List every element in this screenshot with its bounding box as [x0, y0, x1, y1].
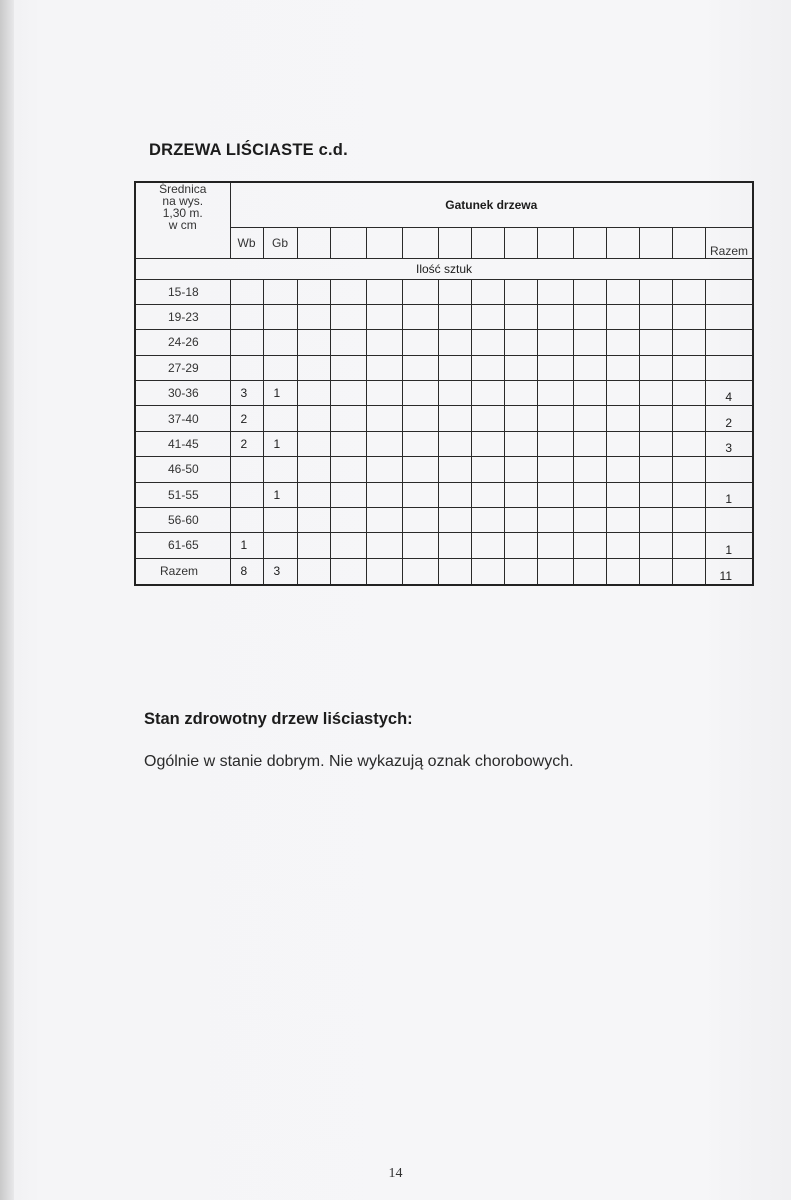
count-cell	[639, 533, 672, 558]
count-cell	[573, 507, 606, 532]
count-cell	[263, 330, 297, 355]
diameter-class: 27-29	[135, 355, 230, 380]
table-row	[135, 507, 753, 532]
count-cell	[297, 507, 330, 532]
count-cell	[606, 558, 639, 585]
table-row	[135, 381, 753, 406]
diameter-class: 46-50	[135, 457, 230, 482]
diameter-class: 56-60	[135, 507, 230, 532]
count-cell	[402, 279, 438, 304]
count-cell	[230, 304, 263, 329]
count-cell	[606, 431, 639, 456]
count-cell	[330, 406, 366, 431]
count-cell	[606, 533, 639, 558]
count-cell	[438, 533, 471, 558]
count-cell	[402, 558, 438, 585]
count-cell	[438, 558, 471, 585]
row-total-cell	[705, 279, 753, 304]
count-cell	[438, 482, 471, 507]
diameter-class: 41-45	[135, 431, 230, 456]
count-cell	[504, 431, 537, 456]
count-cell	[366, 558, 402, 585]
count-cell: 1	[230, 533, 263, 558]
count-cell	[438, 431, 471, 456]
count-cell	[471, 304, 504, 329]
count-cell	[330, 330, 366, 355]
count-cell	[263, 406, 297, 431]
diameter-class: 51-55	[135, 482, 230, 507]
count-cell	[504, 279, 537, 304]
count-cell	[471, 482, 504, 507]
count-cell: 1	[263, 381, 297, 406]
row-total-cell	[705, 330, 753, 355]
row-total-cell	[705, 457, 753, 482]
row-total-cell: 1	[705, 533, 753, 558]
count-cell	[366, 457, 402, 482]
unit-label: Ilość sztuk	[135, 258, 753, 279]
count-cell	[330, 482, 366, 507]
count-cell	[639, 482, 672, 507]
count-cell	[537, 406, 573, 431]
diameter-class: 30-36	[135, 381, 230, 406]
count-cell	[504, 507, 537, 532]
book-spine-shadow	[0, 0, 14, 1200]
count-cell	[230, 482, 263, 507]
count-cell	[297, 482, 330, 507]
count-cell	[672, 558, 705, 585]
count-cell	[537, 381, 573, 406]
count-cell	[672, 457, 705, 482]
diameter-class: 61-65	[135, 533, 230, 558]
count-cell	[330, 431, 366, 456]
count-cell	[639, 330, 672, 355]
count-cell	[639, 431, 672, 456]
count-cell	[438, 381, 471, 406]
table-row	[135, 330, 753, 355]
count-cell	[606, 381, 639, 406]
count-cell	[537, 330, 573, 355]
diameter-class: 37-40	[135, 406, 230, 431]
total-row	[135, 558, 753, 585]
count-cell	[606, 482, 639, 507]
count-cell	[573, 381, 606, 406]
diameter-class: 19-23	[135, 304, 230, 329]
count-cell	[471, 431, 504, 456]
count-cell	[366, 279, 402, 304]
table-row	[135, 457, 753, 482]
count-cell	[297, 457, 330, 482]
count-cell	[366, 381, 402, 406]
count-cell	[297, 406, 330, 431]
total-column-header: Razem	[705, 227, 753, 258]
count-cell	[639, 558, 672, 585]
count-cell: 8	[230, 558, 263, 585]
count-cell	[504, 381, 537, 406]
row-total-cell	[705, 507, 753, 532]
count-cell	[297, 558, 330, 585]
count-cell	[438, 304, 471, 329]
count-cell	[573, 355, 606, 380]
count-cell	[330, 381, 366, 406]
count-cell	[639, 279, 672, 304]
count-cell	[330, 279, 366, 304]
species-column-header	[297, 227, 330, 258]
count-cell	[672, 330, 705, 355]
count-cell: 2	[230, 406, 263, 431]
count-cell	[438, 279, 471, 304]
count-cell	[606, 406, 639, 431]
diameter-header-line: 1,30 m.	[162, 206, 203, 220]
table-row	[135, 406, 753, 431]
count-cell	[330, 457, 366, 482]
count-cell	[504, 533, 537, 558]
count-cell	[606, 279, 639, 304]
count-cell	[672, 431, 705, 456]
row-total-cell	[705, 304, 753, 329]
count-cell	[402, 330, 438, 355]
count-cell	[504, 457, 537, 482]
count-cell	[573, 304, 606, 329]
species-column-header: Gb	[263, 227, 297, 258]
count-cell	[573, 533, 606, 558]
diameter-class: 24-26	[135, 330, 230, 355]
count-cell	[366, 482, 402, 507]
count-cell	[639, 355, 672, 380]
count-cell	[297, 279, 330, 304]
count-cell	[297, 533, 330, 558]
row-total-cell: 1	[705, 482, 753, 507]
health-heading: Stan zdrowotny drzew liściastych:	[144, 710, 413, 728]
count-cell	[537, 507, 573, 532]
count-cell	[330, 304, 366, 329]
count-cell	[471, 381, 504, 406]
count-cell	[573, 330, 606, 355]
table-row	[135, 431, 753, 456]
count-cell	[471, 279, 504, 304]
count-cell	[471, 533, 504, 558]
page-number: 14	[388, 1166, 403, 1181]
count-cell	[504, 355, 537, 380]
count-cell: 3	[263, 558, 297, 585]
count-cell	[573, 457, 606, 482]
count-cell: 3	[230, 381, 263, 406]
count-cell	[639, 406, 672, 431]
species-header: Gatunek drzewa	[230, 182, 753, 227]
diameter-class: 15-18	[135, 279, 230, 304]
count-cell	[438, 507, 471, 532]
row-total-cell: 4	[705, 381, 753, 406]
species-column-header	[366, 227, 402, 258]
species-column-header	[573, 227, 606, 258]
table-row	[135, 279, 753, 304]
count-cell	[366, 507, 402, 532]
count-cell	[639, 507, 672, 532]
count-cell	[672, 533, 705, 558]
species-column-header	[504, 227, 537, 258]
count-cell	[366, 406, 402, 431]
count-cell	[366, 533, 402, 558]
count-cell	[672, 406, 705, 431]
count-cell	[639, 304, 672, 329]
count-cell	[504, 330, 537, 355]
count-cell	[263, 533, 297, 558]
count-cell	[537, 558, 573, 585]
diameter-header-cell	[135, 182, 230, 258]
count-cell	[402, 431, 438, 456]
diameter-header-line: Średnica	[159, 182, 207, 196]
page-title: DRZEWA LIŚCIASTE c.d.	[149, 141, 348, 159]
count-cell	[330, 355, 366, 380]
count-cell	[230, 457, 263, 482]
species-column-header	[330, 227, 366, 258]
count-cell	[537, 279, 573, 304]
count-cell	[263, 279, 297, 304]
count-cell	[672, 482, 705, 507]
species-column-header	[537, 227, 573, 258]
count-cell	[263, 355, 297, 380]
count-cell	[537, 355, 573, 380]
count-cell	[672, 355, 705, 380]
count-cell	[230, 279, 263, 304]
count-cell	[263, 304, 297, 329]
count-cell	[263, 507, 297, 532]
count-cell	[573, 406, 606, 431]
row-total-cell: 2	[705, 406, 753, 431]
count-cell	[297, 381, 330, 406]
diameter-header-line: w cm	[168, 218, 197, 232]
count-cell	[471, 457, 504, 482]
species-column-header	[639, 227, 672, 258]
count-cell	[504, 482, 537, 507]
count-cell	[471, 406, 504, 431]
count-cell	[402, 304, 438, 329]
count-cell	[606, 355, 639, 380]
count-cell	[606, 507, 639, 532]
count-cell	[230, 355, 263, 380]
count-cell	[402, 381, 438, 406]
count-cell	[639, 381, 672, 406]
count-cell	[537, 482, 573, 507]
count-cell	[330, 533, 366, 558]
table-row	[135, 533, 753, 558]
count-cell	[330, 507, 366, 532]
count-cell	[537, 533, 573, 558]
count-cell	[263, 457, 297, 482]
species-column-header: Wb	[230, 227, 263, 258]
count-cell	[606, 304, 639, 329]
count-cell	[504, 558, 537, 585]
table-row	[135, 304, 753, 329]
count-cell	[504, 304, 537, 329]
count-cell	[672, 507, 705, 532]
count-cell	[606, 330, 639, 355]
count-cell	[438, 457, 471, 482]
count-cell	[297, 431, 330, 456]
count-cell	[297, 330, 330, 355]
count-cell: 1	[263, 482, 297, 507]
species-column-header	[606, 227, 639, 258]
species-column-header	[672, 227, 705, 258]
count-cell	[402, 507, 438, 532]
count-cell	[606, 457, 639, 482]
count-cell	[438, 355, 471, 380]
count-cell	[366, 304, 402, 329]
count-cell	[402, 457, 438, 482]
count-cell	[573, 279, 606, 304]
count-cell	[297, 304, 330, 329]
health-description: Ogólnie w stanie dobrym. Nie wykazują oznak chorobowych.	[144, 753, 574, 770]
count-cell	[537, 304, 573, 329]
count-cell: 2	[230, 431, 263, 456]
count-cell	[537, 457, 573, 482]
count-cell	[230, 507, 263, 532]
count-cell	[402, 533, 438, 558]
count-cell	[366, 355, 402, 380]
diameter-header-line: na wys.	[162, 194, 204, 208]
table-row	[135, 355, 753, 380]
count-cell	[672, 279, 705, 304]
count-cell	[366, 431, 402, 456]
count-cell	[366, 330, 402, 355]
count-cell	[297, 355, 330, 380]
count-cell	[504, 406, 537, 431]
count-cell	[471, 558, 504, 585]
count-cell	[672, 304, 705, 329]
row-total-cell: 11	[705, 558, 753, 585]
count-cell	[438, 330, 471, 355]
count-cell	[402, 406, 438, 431]
count-cell	[639, 457, 672, 482]
count-cell	[573, 558, 606, 585]
count-cell	[471, 330, 504, 355]
row-total-cell: 3	[705, 431, 753, 456]
count-cell	[330, 558, 366, 585]
table-row	[135, 482, 753, 507]
count-cell: 1	[263, 431, 297, 456]
count-cell	[402, 355, 438, 380]
count-cell	[573, 431, 606, 456]
count-cell	[402, 482, 438, 507]
row-total-cell	[705, 355, 753, 380]
count-cell	[471, 355, 504, 380]
count-cell	[230, 330, 263, 355]
count-cell	[573, 482, 606, 507]
total-row-label: Razem	[135, 558, 230, 585]
species-column-header	[438, 227, 471, 258]
count-cell	[438, 406, 471, 431]
species-column-header	[402, 227, 438, 258]
count-cell	[672, 381, 705, 406]
count-cell	[537, 431, 573, 456]
count-cell	[471, 507, 504, 532]
species-column-header	[471, 227, 504, 258]
tree-inventory-table	[134, 181, 754, 586]
